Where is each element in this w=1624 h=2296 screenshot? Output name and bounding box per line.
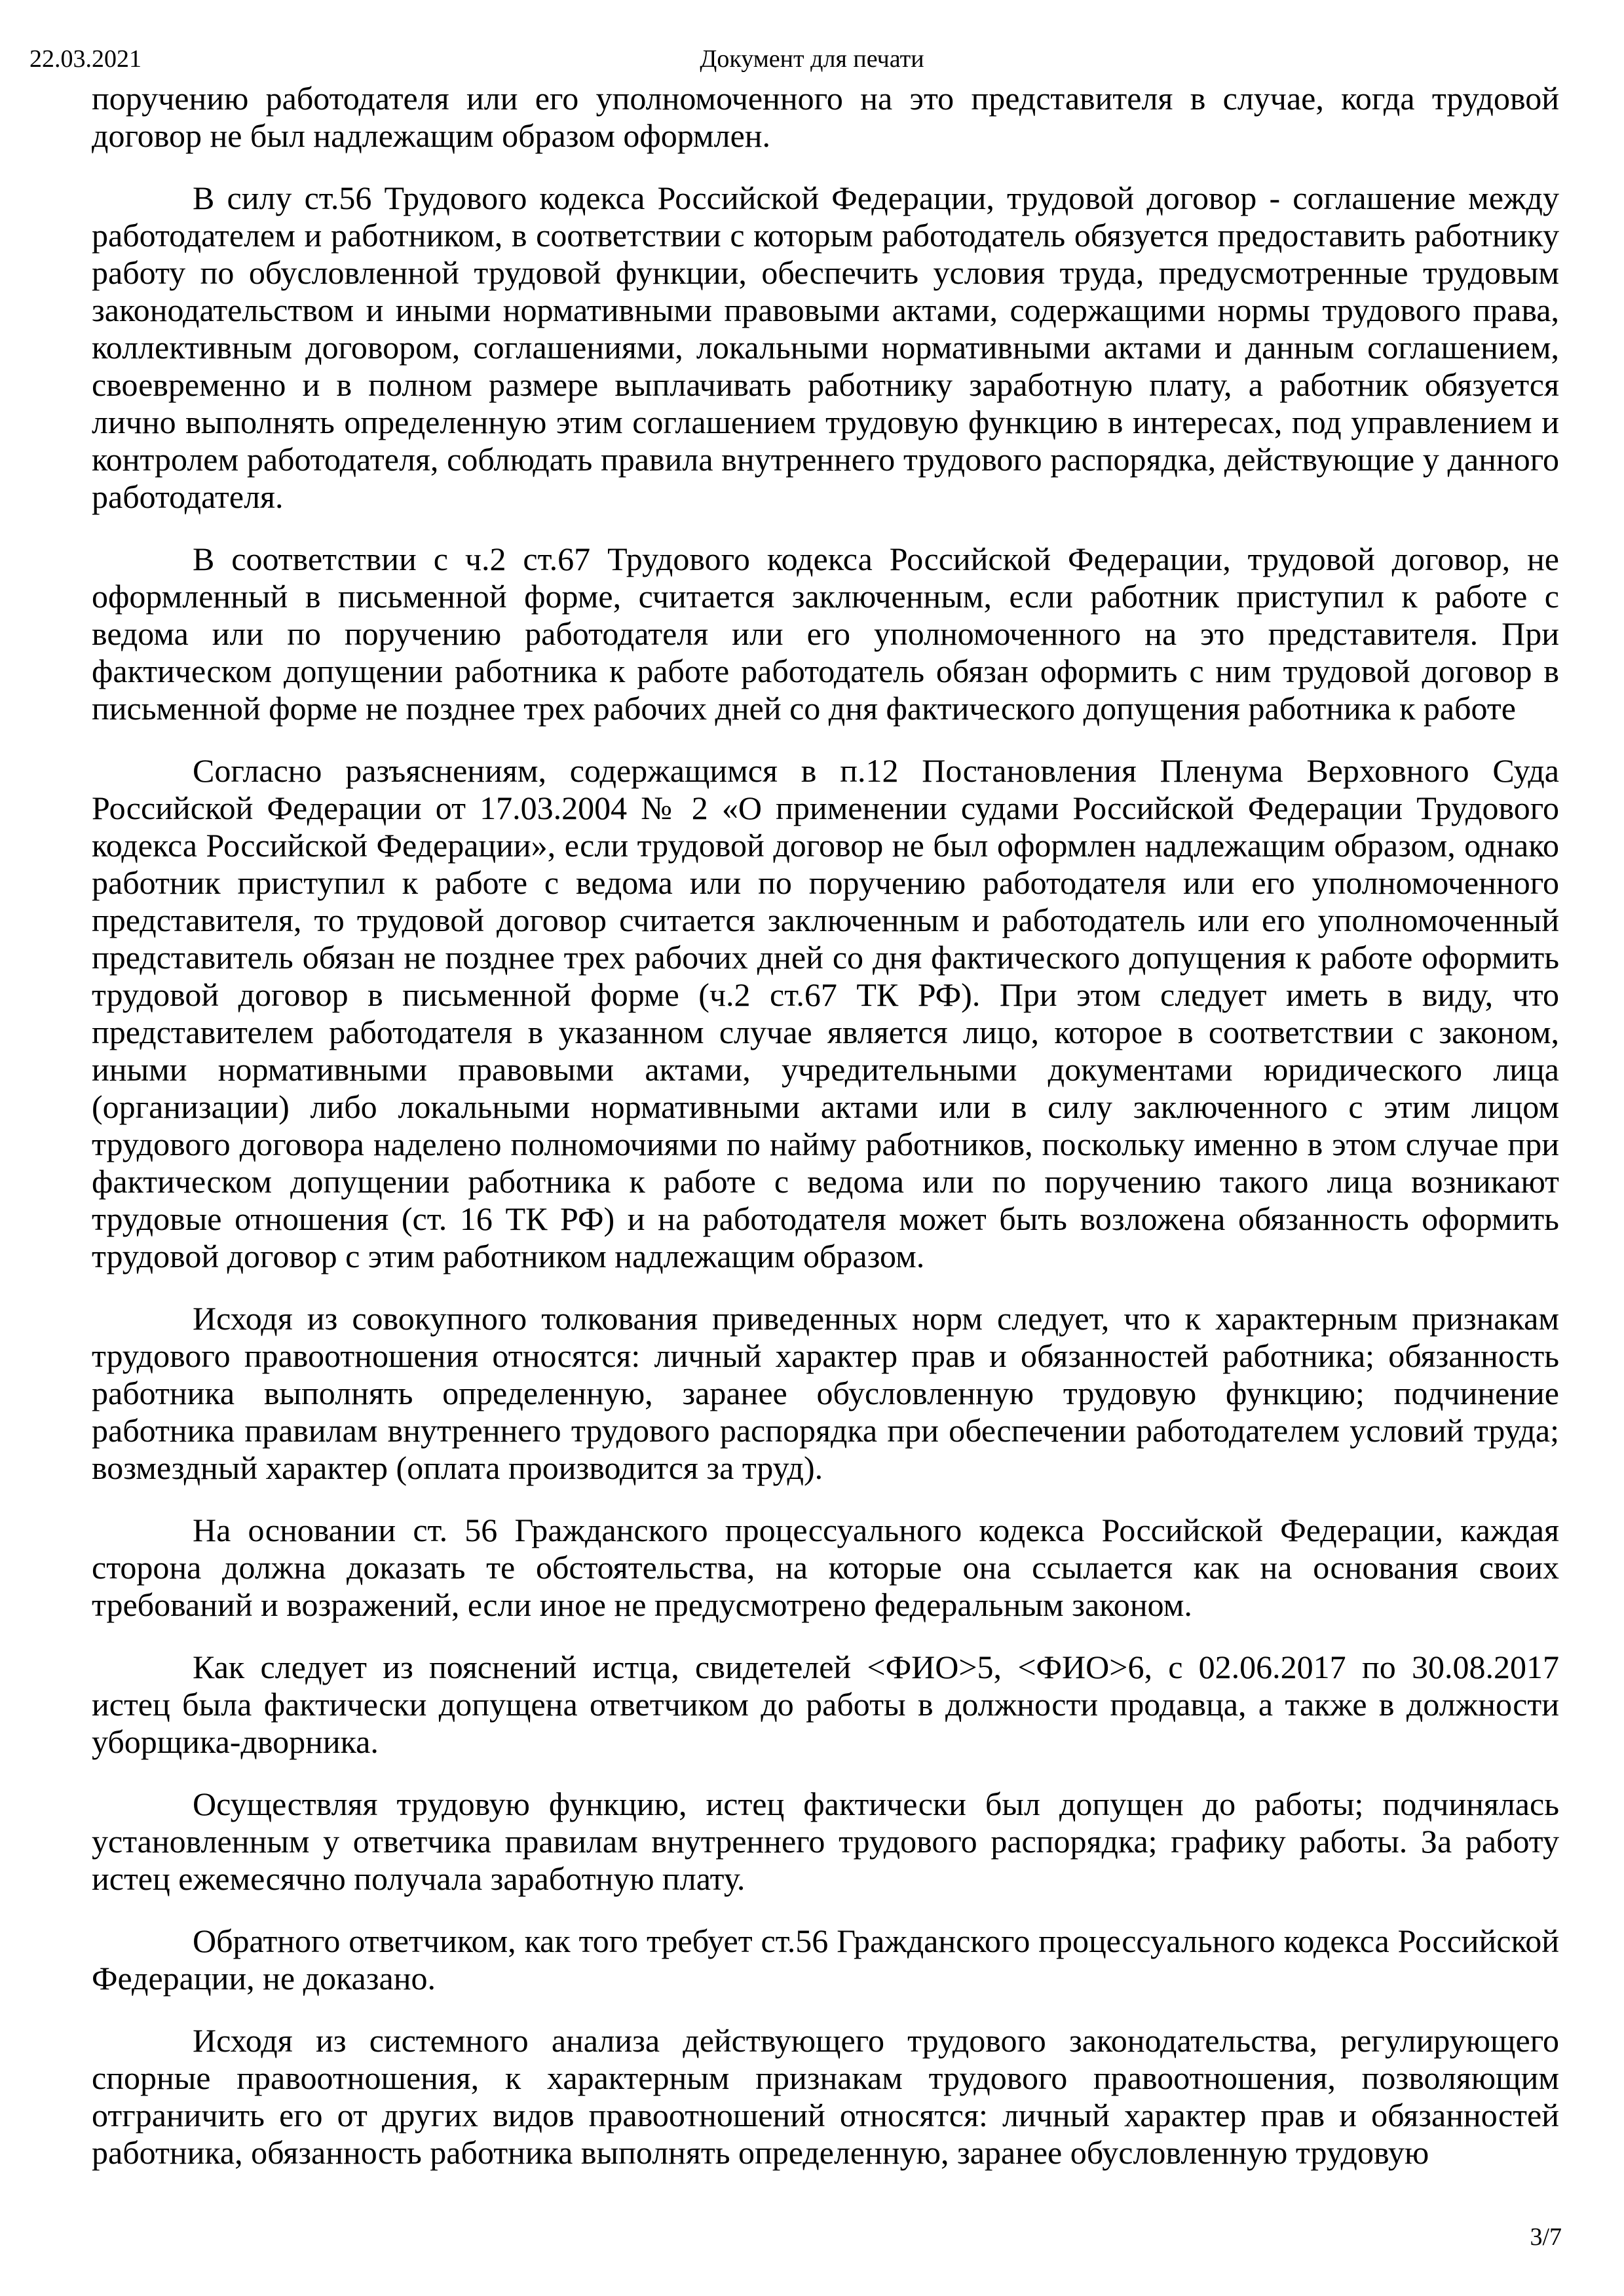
paragraph-9: Обратного ответчиком, как того требует ст.56 Гражданского процессуального кодекса Российской Федерации, не доказано.	[92, 1923, 1559, 1997]
document-body	[92, 80, 1559, 2196]
paragraph-5: Исходя из совокупного толкования приведенных норм следует, что к характерным признакам трудового правоотношения относятся: личный характер прав и обязанностей работника; обязанность работника выполнять определенную, заранее обусловленную трудовую функцию; подчинение работника правилам внутреннего трудового распорядка при обеспечении работодателем условий труда; возмездный характер (оплата производится за труд).	[92, 1300, 1559, 1486]
paragraph-7: Как следует из пояснений истца, свидетелей <ФИО>5, <ФИО>6, с 02.06.2017 по 30.08.2017 истец была фактически допущена ответчиком до работы в должности продавца, а также в должности уборщика-дворника.	[92, 1649, 1559, 1760]
page-header	[29, 45, 1595, 73]
header-date: 22.03.2021	[29, 45, 142, 73]
paragraph-1: поручению работодателя или его уполномоченного на это представителя в случае, когда трудовой договор не был надлежащим образом оформлен.	[92, 80, 1559, 154]
paragraph-3: В соответствии с ч.2 ст.67 Трудового кодекса Российской Федерации, трудовой договор, не оформленный в письменной форме, считается заключенным, если работник приступил к работе с ведома или по поручению работодателя или его уполномоченного на это представителя. При фактическом допущении работника к работе работодатель обязан оформить с ним трудовой договор в письменной форме не позднее трех рабочих дней со дня фактического допущения работника к работе	[92, 541, 1559, 727]
paragraph-2: В силу ст.56 Трудового кодекса Российской Федерации, трудовой договор - соглашение между работодателем и работником, в соответствии с которым работодатель обязуется предоставить работнику работу по обусловленной трудовой функции, обеспечить условия труда, предусмотренные трудовым законодательством и иными нормативными правовыми актами, содержащими нормы трудового права, коллективным договором, соглашениями, локальными нормативными актами и данным соглашением, своевременно и в полном размере выплачивать работнику заработную плату, а работник обязуется лично выполнять определенную этим соглашением трудовую функцию в интересах, под управлением и контролем работодателя, соблюдать правила внутреннего трудового распорядка, действующие у данного работодателя.	[92, 180, 1559, 515]
paragraph-8: Осуществляя трудовую функцию, истец фактически был допущен до работы; подчинялась установленным у ответчика правилам внутреннего трудового распорядка; графику работы. За работу истец ежемесячно получала заработную плату.	[92, 1786, 1559, 1897]
paragraph-4: Согласно разъяснениям, содержащимся в п.12 Постановления Пленума Верховного Суда Российской Федерации от 17.03.2004 № 2 «О применении судами Российской Федерации Трудового кодекса Российской Федерации», если трудовой договор не был оформлен надлежащим образом, однако работник приступил к работе с ведома или по поручению работодателя или его уполномоченного представителя, то трудовой договор считается заключенным и работодатель или его уполномоченный представитель обязан не позднее трех рабочих дней со дня фактического допущения к работе оформить трудовой договор в письменной форме (ч.2 ст.67 ТК РФ). При этом следует иметь в виду, что представителем работодателя в указанном случае является лицо, которое в соответствии с законом, иными нормативными правовыми актами, учредительными документами юридического лица (организации) либо локальными нормативными актами или в силу заключенного с этим лицом трудового договора наделено полномочиями по найму работников, поскольку именно в этом случае при фактическом допущении работника к работе с ведома или по поручению такого лица возникают трудовые отношения (ст. 16 ТК РФ) и на работодателя может быть возложена обязанность оформить трудовой договор с этим работником надлежащим образом.	[92, 752, 1559, 1274]
page-footer	[1530, 2223, 1562, 2251]
paragraph-6: На основании ст. 56 Гражданского процессуального кодекса Российской Федерации, каждая сторона должна доказать те обстоятельства, на которые она ссылается как на основания своих требований и возражений, если иное не предусмотрено федеральным законом.	[92, 1512, 1559, 1623]
header-title: Документ для печати	[700, 45, 924, 73]
paragraph-10: Исходя из системного анализа действующего трудового законодательства, регулирующего спорные правоотношения, к характерным признакам трудового правоотношения, позволяющим отграничить его от других видов правоотношений относятся: личный характер прав и обязанностей работника, обязанность работника выполнять определенную, заранее обусловленную трудовую	[92, 2022, 1559, 2171]
page-number: 3/7	[1530, 2223, 1562, 2251]
